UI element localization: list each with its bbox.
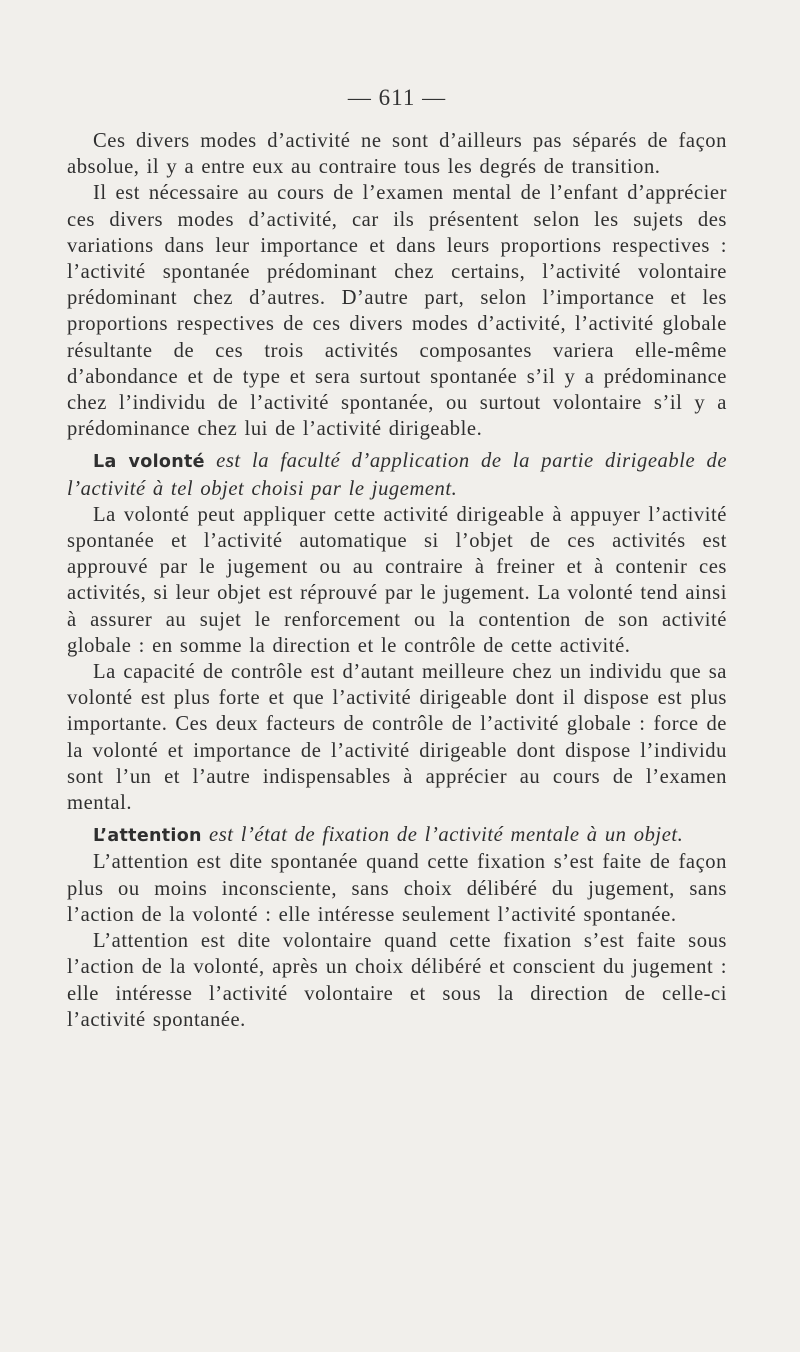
paragraph-attention-spontanee: L’attention est dite spontanée quand cette fixation s’est faite de façon plus ou moins inconsciente, sans choix délibéré du jugement, sans l’action de la volonté : elle intéresse seulement l’activité spontanée. [67, 851, 727, 926]
definition-volonte [67, 448, 727, 501]
definition-attention-text: est l’état de fixation de l’activité mentale à un objet. [209, 824, 684, 847]
term-attention: L’attention [93, 826, 202, 847]
page-number: — 611 — [347, 85, 447, 110]
paragraph-degrees-of-transition: Ces divers modes d’activité ne sont d’ailleurs pas séparés de façon absolue, il y a entre eux au contraire tous les degrés de transition. [67, 130, 727, 179]
paragraph-volonte-application: La volonté peut appliquer cette activité dirigeable à appuyer l’activité spontanée et l’activité automatique si l’objet de ces activités est approuvé par le jugement ou au contraire à freiner et à contenir ces activités, si leur objet est réprouvé par le jugement. La volonté tend ainsi à assurer au sujet le renforcement ou la contention de son activité globale : en somme la direction et le contrôle de cette activité. [67, 503, 727, 657]
paragraph-capacite-controle: La capacité de contrôle est d’autant meilleure chez un individu que sa volonté est plus forte et que l’activité dirigeable dont il dispose est plus importante. Ces deux facteurs de contrôle de l’activité globale : force de la volonté et importance de l’activité dirigeable dont dispose l’individu sont l’un et l’autre indispensables à apprécier au cours de l’examen mental. [67, 661, 727, 815]
term-volonte: La volonté [93, 452, 205, 473]
definition-volonte-text: est la faculté d’application de la partie dirigeable de l’activité à tel objet choisi par le jugement. [67, 450, 728, 500]
definition-attention [67, 822, 727, 849]
paragraph-examen-mental: Il est nécessaire au cours de l’examen mental de l’enfant d’apprécier ces divers modes d’activité, car ils présentent selon les sujets des variations dans leur importance et dans leurs proportions respectives : l’activité spontanée prédominant chez certains, l’activité volontaire prédominant chez d’autres. D’autre part, selon l’importance et les proportions respectives de ces divers modes d’activité, l’activité globale résultante de ces trois activités composantes variera elle-même d’abondance et de type et sera surtout spontanée s’il y a prédominance chez l’individu de l’activité spontanée, ou surtout volontaire s’il y a prédominance chez lui de l’activité dirigeable. [67, 182, 727, 441]
paragraph-attention-volontaire: L’attention est dite volontaire quand cette fixation s’est faite sous l’action de la volonté, après un choix délibéré et conscient du jugement : elle intéresse l’activité volontaire et sous la direction de celle-ci l’activité spontanée. [67, 930, 727, 1031]
document-page [67, 84, 727, 1033]
